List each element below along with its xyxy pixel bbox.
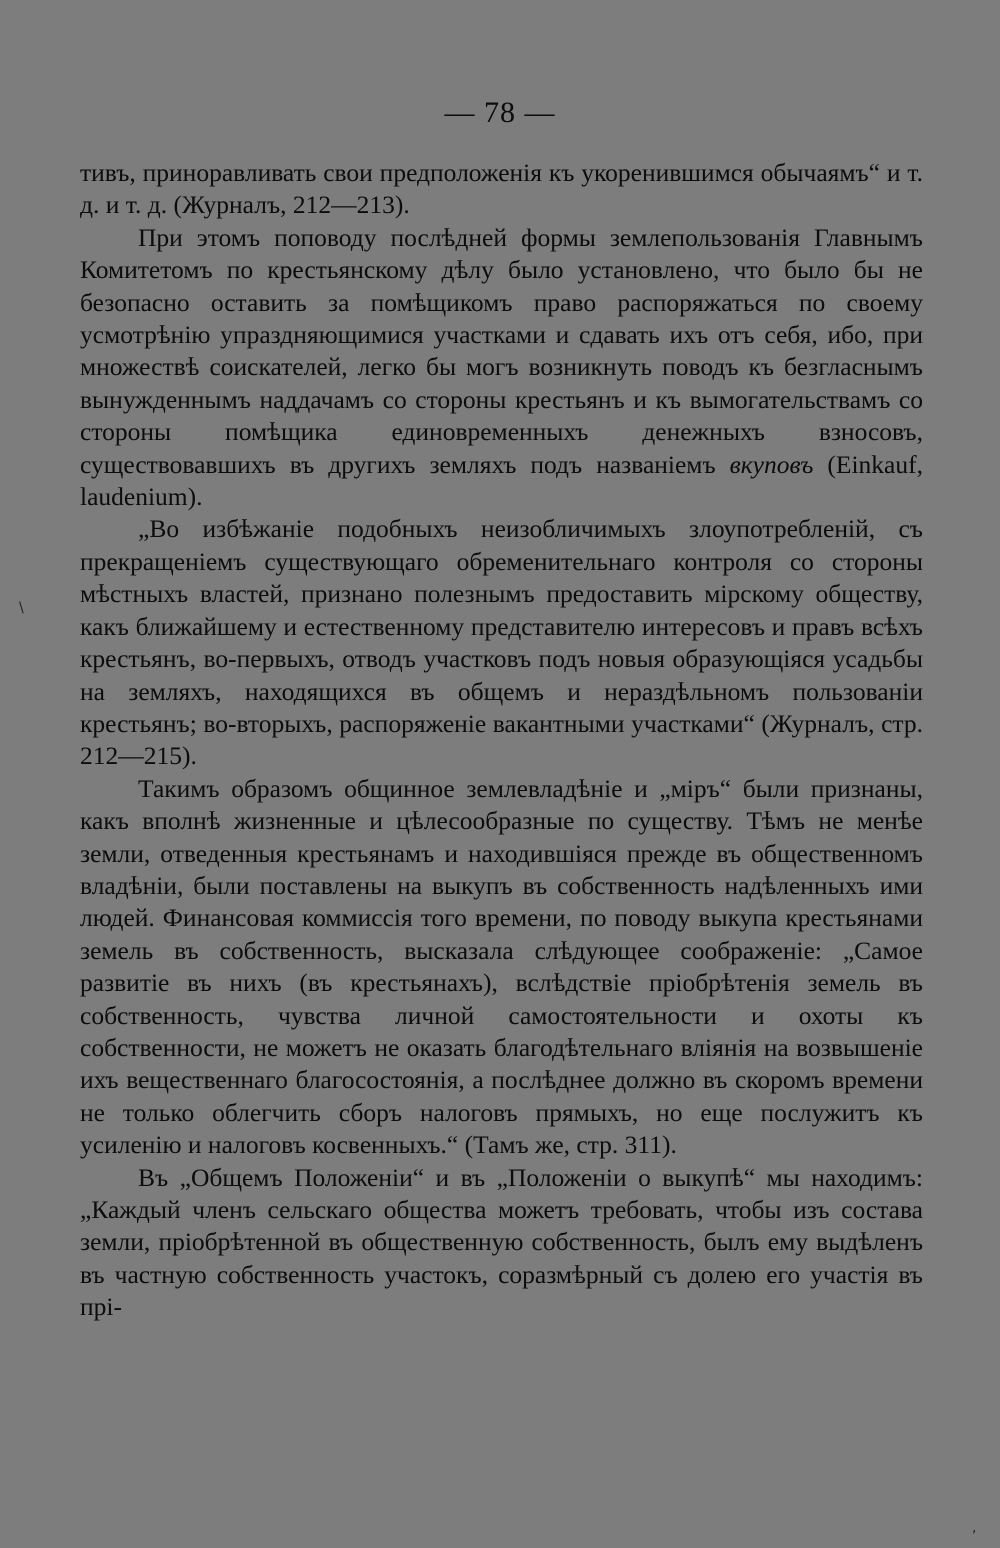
body-text (80, 157, 923, 1324)
margin-mark: \ (19, 600, 24, 616)
paragraph: Въ „Общемъ Положеніи“ и въ „Положеніи о выкупѣ“ мы находимъ: „Каждый членъ сельскаго общества можетъ требовать, чтобы изъ состава земли, пріобрѣтенной въ общественную собственность, былъ ему выдѣленъ въ частную собственность участокъ, соразмѣрный съ долею его участія въ прі- (80, 1162, 923, 1322)
paragraph-quote: „Во избѣжаніе подобныхъ неизобличимыхъ злоупотребленій, съ прекращеніемъ существующаго обременительнаго контроля со стороны мѣстныхъ властей, признано полезнымъ предоставить мірскому обществу, какъ ближайшему и естественному представителю интересовъ и правъ всѣхъ крестьянъ, во-первыхъ, отводъ участковъ подъ новыя образующіяся усадьбы на земляхъ, находящихся въ общемъ и нераздѣльномъ пользованіи крестьянъ; во-вторыхъ, распоряженіе вакантными участками“ (Журналъ, стр. 212—215). (80, 514, 923, 771)
paragraph-text: При этомъ поповоду послѣдней формы землепользованія Главнымъ Комитетомъ по крестьянскому дѣлу было установлено, что было бы не безопасно оставить за помѣщикомъ право распоряжаться по своему усмотрѣнію упраздняющимися участками и сдавать ихъ отъ себя, ибо, при множествѣ соискателей, легко бы могъ возникнуть поводъ къ безгласнымъ вынужденнымъ наддачамъ со стороны крестьянъ и къ вымогательствамъ со стороны помѣщика единовременныхъ денежныхъ взносовъ, существовавшихъ въ другихъ земляхъ подъ названіемъ (80, 222, 923, 479)
paragraph-text: (Einkauf, laudenium). (80, 449, 923, 512)
italic-term: вкуповъ (729, 449, 814, 479)
margin-mark: , (972, 1520, 977, 1536)
page-number: — 78 — (444, 96, 556, 129)
paragraph-continuation: тивъ, приноравливать свои предположенія къ укоренившимся обычаямъ“ и т. д. и т. д. (Журналъ, 212—213). (80, 158, 923, 220)
paragraph: Такимъ образомъ общинное землевладѣніе и „міръ“ были признаны, какъ вполнѣ жизненные и цѣлесообразные по существу. Тѣмъ не менѣе земли, отведенныя крестьянамъ и находившіяся прежде въ общественномъ владѣніи, были поставлены на выкупъ въ собственность надѣленныхъ ими людей. Финансовая коммиссія того времени, по поводу выкупа крестьянами земель въ собственность, высказала слѣдующее соображеніе: „Самое развитіе въ нихъ (въ крестьянахъ), вслѣдствіе пріобрѣтенія земель въ собственность, чувства личной самостоятельности и охоты къ собственности, не можетъ не оказать благодѣтельнаго вліянія на возвышеніе ихъ вещественнаго благосостоянія, а послѣднее должно въ скоромъ времени не только облегчить сборъ налоговъ прямыхъ, но еще послужитъ къ усиленію и налоговъ косвенныхъ.“ (Тамъ же, стр. 311). (80, 773, 923, 1160)
paragraph (80, 222, 923, 514)
